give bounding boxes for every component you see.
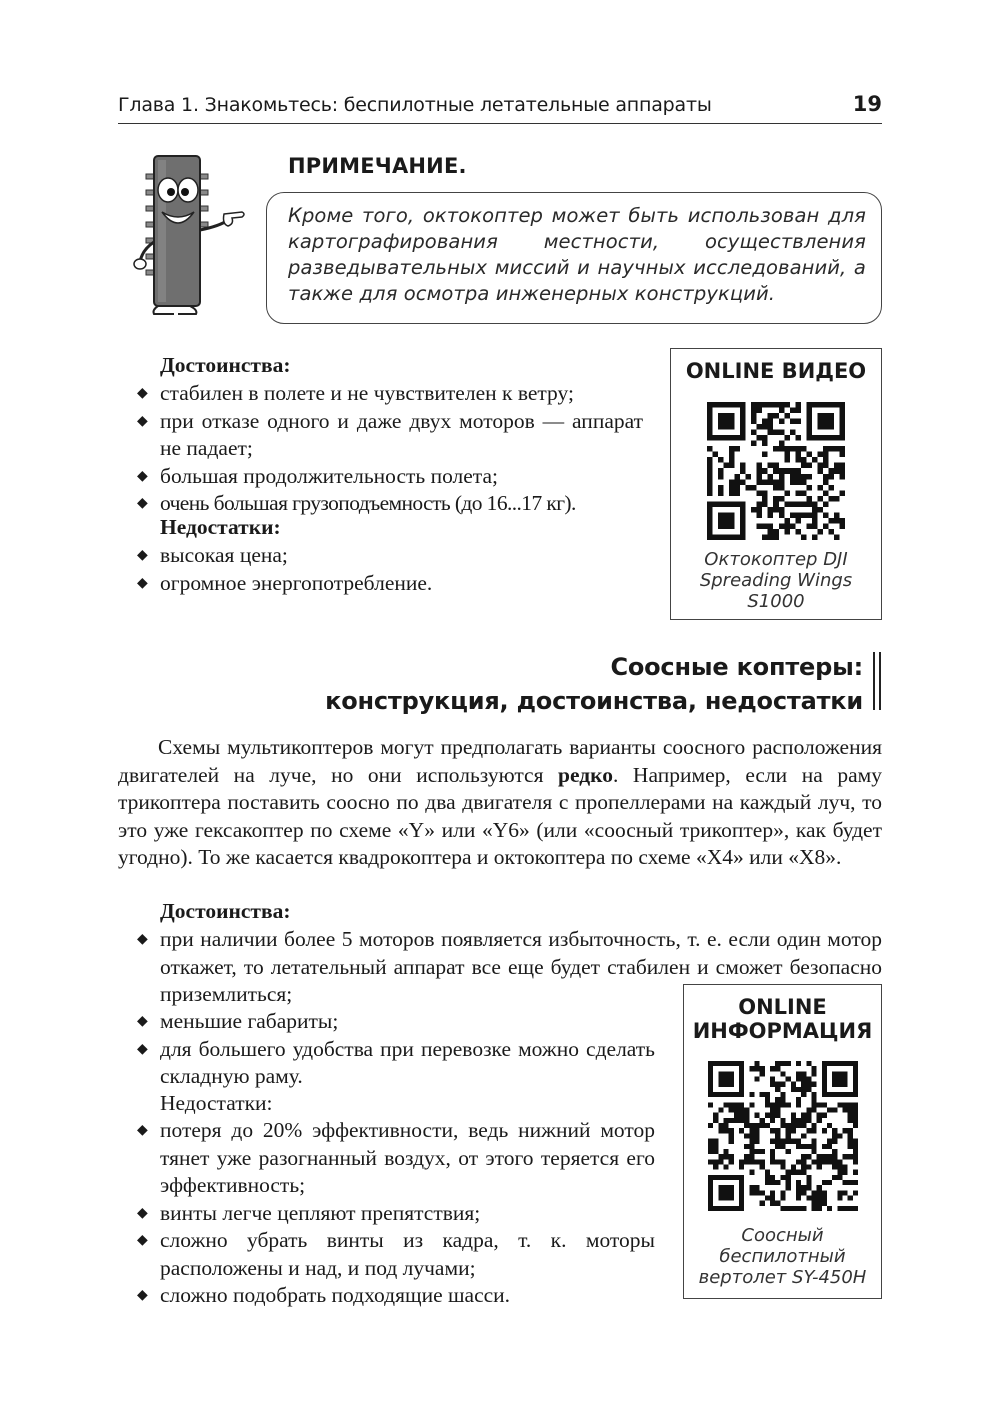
list-item: ◆ большая продолжительность полета; [137, 463, 498, 488]
list-item: ◆ для большего удобства при перевозке можно сделать складную раму. [137, 1036, 655, 1088]
list-item: ◆ сложно убрать винты из кадра, т. к. моторы расположены и над, и под лучами; [137, 1228, 655, 1280]
online-video-title: ONLINE ВИДЕО [685, 359, 867, 383]
list-item: ◆ очень большая грузоподъемность (до 16...17 кг). [137, 491, 576, 515]
list-item: ◆ меньшие габариты; [137, 1009, 339, 1033]
coaxial-cons-list [135, 1117, 655, 1310]
online-info-title: ONLINE ИНФОРМАЦИЯ [692, 995, 873, 1043]
cons-heading: Недостатки: [160, 515, 281, 539]
online-video-box [670, 348, 882, 620]
heading-rule [873, 652, 883, 710]
online-info-caption: Соосный беспилотный вертолет SY-450H [698, 1225, 867, 1288]
list-item: ◆ при отказе одного и даже двух моторов — аппарат не падает; [137, 408, 643, 460]
list-item: ◆ огромное энергопотребление. [137, 570, 433, 595]
list-item: ◆ сложно подобрать подходящие шасси. [137, 1283, 511, 1307]
list-item: ◆ винты легче цепляют препятствия; [137, 1200, 481, 1225]
list-item: ◆ высокая цена; [137, 543, 288, 567]
note-text: Кроме того, октокоптер может быть использован для картографирования местности, осуществления разведывательных миссий и научных исследований, а также для осмотра инженерных конструкций. [288, 204, 866, 305]
octocopter-cons-list [135, 542, 643, 597]
list-item: ◆ стабилен в полете и не чувствителен к ветру; [137, 381, 574, 405]
coaxial-pros-heading: Достоинства: [160, 899, 291, 923]
chapter-title: Глава 1. Знакомьтесь: беспилотные летательные аппараты [118, 94, 712, 116]
qr-code-icon[interactable] [707, 402, 845, 540]
list-item: ◆ потеря до 20% эффективности, ведь нижний мотор тянет уже разогнанный воздух, от этого теряется его эффективность; [137, 1118, 655, 1197]
intro-paragraph: Схемы мультикоптеров могут предполагать варианты соосного расположения двигателей на луче, но они используются редко. Например, если на раму трикоптера поставить соосно по два двигателя с пропеллерами на каждый луч, то это уже гексакоптер по схеме «Y» или «Y6» (или «соосный трикоптер», как будет угодно). То же касается квадрокоптера и октокоптера по схеме «X4» или «X8». [118, 735, 883, 869]
coaxial-cons-heading: Недостатки: [160, 1091, 273, 1115]
coaxial-pros-list-2 [135, 1008, 655, 1091]
microchip-mascot-icon [128, 150, 250, 316]
list-item: ◆ при наличии более 5 моторов появляется избыточность, т. е. если один мотор откажет, то летательный аппарат все еще будет стабилен и сможет безопасно приземлиться; [137, 927, 882, 1006]
pros-heading: Достоинства: [160, 353, 291, 377]
qr-code-icon[interactable] [708, 1061, 858, 1211]
octocopter-pros-list [135, 380, 643, 518]
running-header [118, 92, 882, 124]
section-heading: Соосные коптеры: конструкция, достоинства, недостатки [325, 653, 863, 715]
note-heading: ПРИМЕЧАНИЕ. [288, 154, 467, 178]
online-info-box [683, 984, 882, 1299]
page-number: 19 [852, 92, 882, 116]
online-video-caption: Октокоптер DJI Spreading Wings S1000 [699, 549, 853, 612]
